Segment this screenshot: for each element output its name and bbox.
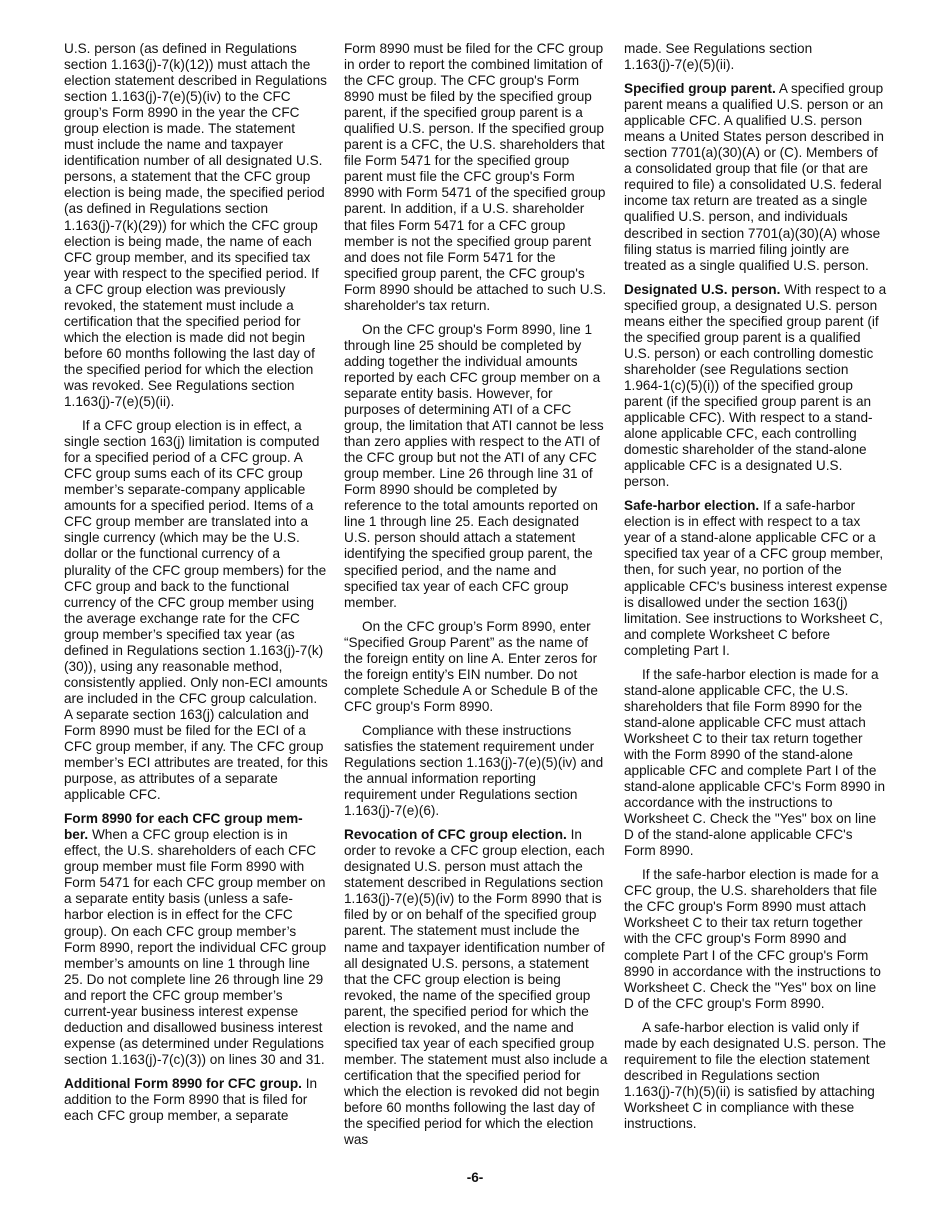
- section-paragraph: [64, 811, 328, 1068]
- paragraph: On the CFC group’s Form 8990, enter “Specified Group Parent” as the name of the foreign entity on line A. Enter zeros for the foreign entity’s EIN number. Do not complete Schedule A or Schedule B of the CFC group's Form 8990.: [344, 618, 598, 714]
- text-column-3: [624, 41, 888, 1140]
- section-heading: Designated U.S. person.: [624, 281, 781, 297]
- paragraph-body: A specified group parent means a qualified U.S. person or an applicable CFC. A qualified U.S. person means a United States person described in section 7701(a)(30)(A) or (C). Members of a consolidated group that file (or that are required to file) a consolidated U.S. federal income tax return are treated as a single qualified U.S. person, and individuals described in section 7701(a)(30)(A) whose filing status is married filing jointly are treated as a single qualified U.S. person.: [624, 81, 884, 273]
- paragraph-body: If a safe-harbor election is in effect with respect to a tax year of a stand-alone applicable CFC or a specified tax year of a CFC group member, then, for such year, no portion of the applicable CFC's business interest expense is disallowed under the section 163(j) limitation. See instructions to Worksheet C, and complete Worksheet C before completing Part I.: [624, 498, 888, 658]
- paragraph: If a CFC group election is in effect, a single section 163(j) limitation is computed for a specified period of a CFC group. A CFC group sums each of its CFC group member’s separate-company applicable amounts for a specified period. Items of a CFC group member are translated into a single currency (which may be the U.S. dollar or the functional currency of a plurality of the CFC group members) for the CFC group and back to the functional currency of the CFC group member using the average exchange rate for the CFC group member’s specified tax year (as defined in Regulations section 1.163(j)-7(k)(30)), using any reasonable method, consistently applied. Only non-ECI amounts are included in the CFC group calculation. A separate section 163(j) calculation and Form 8990 must be filed for the ECI of a CFC group member, if any. The CFC group member’s ECI attributes are treated, for this purpose, as attributes of a separate applicable CFC.: [64, 418, 328, 803]
- paragraph-body: With respect to a specified group, a designated U.S. person means either the specified group parent (if the specified group parent is a qualified U.S. person) or each controlling domestic shareholder (see Regulations section 1.964-1(c)(5)(i)) of the specified group parent (if the specified group parent is an applicable CFC). With respect to a stand-alone applicable CFC, each controlling domestic shareholder of the stand-alone applicable CFC is a designated U.S. person.: [624, 281, 887, 490]
- section-heading: Form 8990 for each CFC group mem- ber.: [64, 811, 303, 843]
- section-paragraph: [344, 827, 608, 1148]
- paragraph: A safe-harbor election is valid only if made by each designated U.S. person. The requirement to file the election statement described in Regulations section 1.163(j)-7(h)(5)(ii) is satisfied by attaching Worksheet C in compliance with these instructions.: [624, 1019, 886, 1131]
- paragraph-body: In order to revoke a CFC group election, each designated U.S. person must attach the statement described in Regulations section 1.163(j)-7(e)(5)(iv) to the Form 8990 that is filed by or on behalf of the specified group parent. The statement must include the name and taxpayer identification number of all designated U.S. persons, a statement that the CFC group election is being revoked, the name of the specified group parent, the specified period for which the election is revoked, and the name and specified tax year of each specified group member. The statement must also include a certification that the specified period for which the election is revoked did not begin before 60 months following the last day of the specified period for which the election was: [344, 827, 608, 1148]
- paragraph: Form 8990 must be filed for the CFC group in order to report the combined limitation of the CFC group. The CFC group's Form 8990 must be filed by the specified group parent, if the specified group parent is a qualified U.S. person. If the specified group parent is a CFC, the U.S. shareholders that file Form 5471 for the specified group parent must file the CFC group's Form 8990 with Form 5471 of the specified group parent. In addition, if a U.S. shareholder that files Form 5471 for a CFC group member is not the specified group parent and does not file Form 5471 for the specified group parent, the CFC group's Form 8990 should be attached to such U.S. shareholder's tax return.: [344, 41, 607, 313]
- section-paragraph: [624, 498, 888, 658]
- section-heading: Safe-harbor election.: [624, 498, 760, 514]
- paragraph-body: In addition to the Form 8990 that is filed for each CFC group member, a separate: [64, 1075, 318, 1124]
- section-heading: Additional Form 8990 for CFC group.: [64, 1075, 302, 1091]
- paragraph: On the CFC group's Form 8990, line 1 through line 25 should be completed by adding together the individual amounts reported by each CFC group member on a separate entity basis. However, for purposes of determining ATI of a CFC group, the limitation that ATI cannot be less than zero applies with respect to the ATI of the CFC group but not the ATI of any CFC group member. Line 26 through line 31 of Form 8990 should be completed by reference to the total amounts reported on line 1 through line 25. Each designated U.S. person should attach a statement identifying the specified group parent, the specified period, and the name and specified tax year of each CFC group member.: [344, 321, 604, 610]
- text-column-2: [344, 41, 608, 1156]
- paragraph: If the safe-harbor election is made for a stand-alone applicable CFC, the U.S. shareholders that file Form 8990 for the stand-alone applicable CFC must attach Worksheet C to their tax return together with the Form 8990 of the stand-alone applicable CFC and complete Part I of the stand-alone applicable CFC's Form 8990 in accordance with the instructions to Worksheet C. Check the "Yes" box on line D of the stand-alone applicable CFC's Form 8990.: [624, 666, 886, 859]
- paragraph: U.S. person (as defined in Regulations section 1.163(j)-7(k)(12)) must attach the election statement described in Regulations section 1.163(j)-7(e)(5)(iv) to the CFC group’s Form 8990 in the year the CFC group election is made. The statement must include the name and taxpayer identification number of all designated U.S. persons, a statement that the CFC group election is being made, the specified period (as defined in Regulations section 1.163(j)-7(k)(29)) for which the CFC group election is being made, the name of each CFC group member, and its specified tax year with respect to the specified period. If a CFC group election was previously revoked, the statement must include a certification that the specified period for which the election is made did not begin before 60 months following the last day of the specified period for which the election was revoked. See Regulations section 1.163(j)-7(e)(5)(ii).: [64, 41, 327, 410]
- section-paragraph: [624, 81, 888, 274]
- paragraph: If the safe-harbor election is made for a CFC group, the U.S. shareholders that file the CFC group's Form 8990 must attach Worksheet C to their tax return together with the CFC group's Form 8990 and complete Part I of the CFC group's Form 8990 in accordance with the instructions to Worksheet C. Check the "Yes" box on line D of the CFC group's Form 8990.: [624, 867, 881, 1011]
- section-heading: Revocation of CFC group election.: [344, 827, 567, 843]
- section-paragraph: [64, 1076, 328, 1124]
- section-paragraph: [624, 282, 888, 491]
- paragraph: made. See Regulations section 1.163(j)-7(e)(5)(ii).: [624, 41, 813, 73]
- paragraph-body: When a CFC group election is in effect, the U.S. shareholders of each CFC group member must file Form 8990 with Form 5471 for each CFC group member on a separate entity basis (unless a safe-harbor election is in effect for the CFC group). On each CFC group member’s Form 8990, report the individual CFC group member’s amounts on line 1 through line 25. Do not complete line 26 through line 29 and report the CFC group member’s current-year business interest expense deduction and disallowed business interest expense (as determined under Regulations section 1.163(j)-7(c)(3)) on lines 30 and 31.: [64, 827, 327, 1067]
- paragraph: Compliance with these instructions satisfies the statement requirement under Regulations section 1.163(j)-7(e)(5)(iv) and the annual information reporting requirement under Regulations section 1.163(j)-7(e)(6).: [344, 722, 604, 819]
- page-number: -6-: [466, 1170, 484, 1185]
- text-column-1: [64, 41, 328, 1132]
- section-heading: Specified group parent.: [624, 81, 776, 97]
